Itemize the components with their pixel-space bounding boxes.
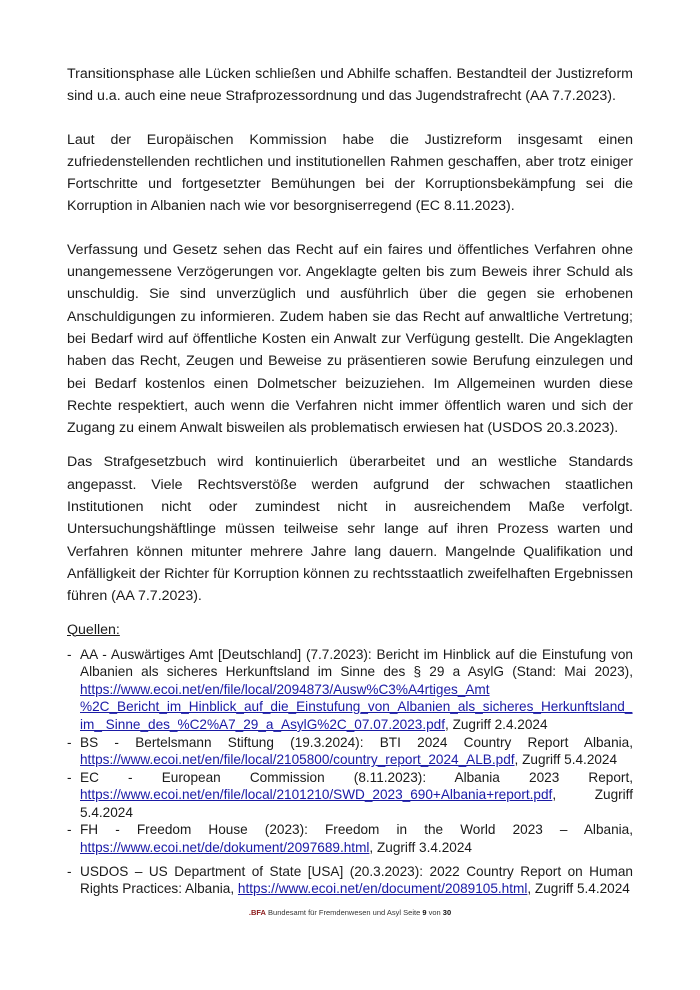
list-item [67, 863, 633, 898]
access-date: , Zugriff 5.4.2024 [527, 881, 630, 897]
of-label: von [428, 908, 441, 917]
page-total: 30 [442, 908, 452, 917]
bullet-dash: - [67, 822, 72, 838]
page-footer [0, 908, 700, 917]
sources-list [67, 646, 633, 898]
access-date: , Zugriff 5.4.2024 [80, 787, 633, 820]
list-item [67, 734, 633, 769]
list-item [67, 646, 633, 734]
source-text: USDOS – US Department of State [USA] (20.3.2023): 2022 Country Report on Human Rights Practices: Albania, [80, 863, 633, 897]
paragraph: Transitionsphase alle Lücken schließen und Abhilfe schaffen. Bestandteil der Justizreform sind u.a. auch eine neue Strafprozessordnung und das Jugendstrafrecht (AA 7.7.2023). [67, 66, 633, 105]
page-number: 9 [422, 908, 427, 917]
page-label: Seite [403, 908, 421, 917]
source-link[interactable]: https://www.ecoi.net/en/file/local/2094873/Ausw%C3%A4rtiges_Amt %2C_Bericht_im_Hinblick_auf_die_Einstufung_von_Albanien_als_sicheres_Herkunftsland_im_ Sinne_des_%C2%A7_29_a_AsylG%2C_07.07.2023.pdf [80, 681, 633, 732]
bullet-dash: - [67, 769, 72, 785]
access-date: , Zugriff 2.4.2024 [445, 716, 548, 732]
source-text: AA - Auswärtiges Amt [Deutschland] (7.7.2023): Bericht im Hinblick auf die Einstufung von Albanien als sicheres Herkunftsland im Sinne des § 29 a AsylG (Stand: Mai 2023), [80, 646, 633, 680]
source-link[interactable]: https://www.ecoi.net/de/dokument/2097689.html [80, 840, 370, 856]
agency-name: Bundesamt für Fremdenwesen und Asyl [268, 908, 402, 917]
paragraph: Laut der Europäischen Kommission habe die Justizreform insgesamt einen zufriedenstellenden rechtlichen und institutionellen Rahmen geschaffen, aber trotz einiger Fortschritte und fortgesetzter Bemühungen bei der Korruptionsbekämpfung sei die Korruption in Albanien nach wie vor besorgniserregend (EC 8.11.2023). [67, 131, 633, 215]
source-link[interactable]: https://www.ecoi.net/en/document/2089105.html [237, 881, 528, 897]
document-body [67, 63, 633, 898]
source-link[interactable]: https://www.ecoi.net/en/file/local/2105800/country_report_2024_ALB.pdf [80, 752, 515, 768]
list-item [67, 769, 633, 822]
bullet-dash: - [67, 863, 72, 879]
bullet-dash: - [67, 734, 72, 750]
bfa-logo: .BFA [248, 908, 266, 917]
source-text: EC - European Commission (8.11.2023): Albania 2023 Report, [80, 769, 633, 785]
access-date: , Zugriff 3.4.2024 [369, 840, 472, 856]
access-date: , Zugriff 5.4.2024 [514, 752, 618, 768]
sources-heading: Quellen: [67, 621, 120, 638]
paragraph: Das Strafgesetzbuch wird kontinuierlich überarbeitet und an westliche Standards angepasst. Viele Rechtsverstöße werden aufgrund der schwachen staatlichen Institutionen nicht oder zumindest nicht in ausreichendem Maße verfolgt. Untersuchungshäftlinge müssen teilweise sehr lange auf ihren Prozess warten und Verfahren können mitunter mehrere Jahre lang dauern. Mangelnde Qualifikation und Anfälligkeit der Richter für Korruption können zu rechtsstaatlich zweifelhaften Ergebnissen führen (AA 7.7.2023). [67, 454, 633, 605]
source-link[interactable]: https://www.ecoi.net/en/file/local/2101210/SWD_2023_690+Albania+report.pdf [80, 787, 553, 803]
bullet-dash: - [67, 646, 72, 662]
source-text: FH - Freedom House (2023): Freedom in the World 2023 – Albania, [80, 822, 633, 838]
paragraph: Verfassung und Gesetz sehen das Recht auf ein faires und öffentliches Verfahren ohne unangemessene Verzögerungen vor. Angeklagte gelten bis zum Beweis ihrer Schuld als unschuldig. Sie sind unverzüglich und ausführlich über die gegen sie erhobenen Anschuldigungen zu informieren. Zudem haben sie das Recht auf anwaltliche Vertretung; bei Bedarf wird auf öffentliche Kosten ein Anwalt zur Verfügung gestellt. Die Angeklagten haben das Recht, Zeugen und Beweise zu präsentieren sowie Berufung einzulegen und bei Bedarf kostenlos einen Dolmetscher beizuziehen. Im Allgemeinen wurden diese Rechte respektiert, auch wenn die Verfahren nicht immer öffentlich waren und sich der Zugang zu einem Anwalt bisweilen als problematisch erwiesen hat (USDOS 20.3.2023). [67, 241, 633, 437]
list-item [67, 821, 633, 856]
source-text: BS - Bertelsmann Stiftung (19.3.2024): BTI 2024 Country Report Albania, [80, 734, 633, 750]
